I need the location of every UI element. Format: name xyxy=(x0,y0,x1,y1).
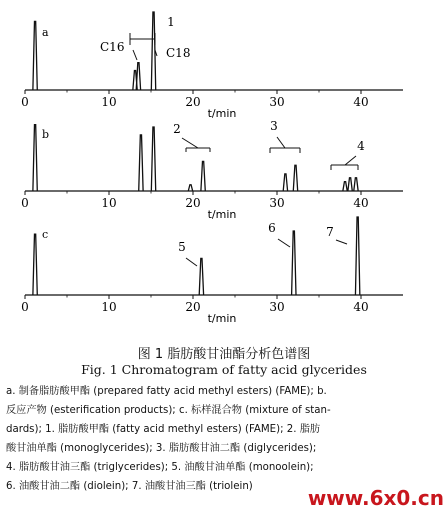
panel-label: a xyxy=(42,26,49,39)
figure-legend xyxy=(6,382,444,496)
chromatogram-peak xyxy=(292,231,296,295)
chromatogram-peak xyxy=(199,258,203,295)
annotation-bracket xyxy=(278,239,290,247)
chromatogram-peak xyxy=(33,21,37,90)
annotation-bracket xyxy=(331,156,358,170)
caption-chinese: 图 1 脂肪酸甘油酯分析色谱图 xyxy=(137,347,311,362)
peak-annotation: 1 xyxy=(167,15,175,29)
panel-label: c xyxy=(42,228,49,241)
annotation-bracket xyxy=(133,50,137,60)
peak-annotation: 3 xyxy=(270,119,278,133)
peak-annotation: C18 xyxy=(166,46,191,60)
x-tick-label: 30 xyxy=(269,95,285,109)
x-tick-label: 30 xyxy=(269,196,285,210)
chromatogram-panel-b xyxy=(21,119,403,221)
chromatogram-peak xyxy=(201,161,205,191)
legend-line: 4. 脂肪酸甘油三酯 (triglycerides); 5. 油酸甘油单酯 (monoolein); xyxy=(6,462,314,473)
annotation-bracket xyxy=(130,33,155,45)
watermark: www.6x0.cn xyxy=(307,486,444,510)
x-tick-label: 20 xyxy=(185,95,201,109)
chromatogram-peak xyxy=(354,178,358,191)
x-axis-label: t/min xyxy=(207,107,237,120)
chromatogram-peak xyxy=(343,182,347,191)
x-tick-label: 40 xyxy=(353,95,369,109)
x-tick-label: 10 xyxy=(101,300,117,314)
x-tick-label: 0 xyxy=(21,196,29,210)
legend-line: a. 制备脂肪酸甲酯 (prepared fatty acid methyl esters) (FAME); b. xyxy=(6,386,327,397)
x-tick-label: 10 xyxy=(101,196,117,210)
chromatogram-peak xyxy=(151,127,155,191)
panel-label: b xyxy=(42,128,50,141)
chromatogram-panel-a xyxy=(21,12,403,120)
chromatogram-peak xyxy=(283,174,287,191)
peak-annotation: 4 xyxy=(357,139,365,153)
annotation-bracket xyxy=(186,258,197,266)
x-axis-label: t/min xyxy=(207,208,237,221)
legend-line: 反应产物 (esterification products); c. 标样混合物 (mixture of stan- xyxy=(6,405,331,416)
legend-line: dards); 1. 脂肪酸甲酯 (fatty acid methyl esters) (FAME); 2. 脂肪 xyxy=(6,424,321,435)
chromatogram-peak xyxy=(355,217,359,295)
annotation-bracket xyxy=(270,137,300,153)
chromatogram-peak xyxy=(348,178,352,191)
chromatogram-peak xyxy=(188,185,192,191)
chromatogram-peak xyxy=(136,63,140,90)
peak-annotation: 2 xyxy=(173,122,181,136)
peak-annotation: 5 xyxy=(178,240,186,254)
chromatogram-peak xyxy=(33,125,37,191)
x-tick-label: 0 xyxy=(21,300,29,314)
x-tick-label: 30 xyxy=(269,300,285,314)
chromatogram-peak xyxy=(139,135,143,191)
annotation-bracket xyxy=(336,240,347,244)
x-tick-label: 0 xyxy=(21,95,29,109)
x-tick-label: 40 xyxy=(353,300,369,314)
peak-annotation: 6 xyxy=(268,221,276,235)
legend-line: 6. 油酸甘油二酯 (diolein); 7. 油酸甘油三酯 (triolein) xyxy=(6,481,253,492)
x-tick-label: 20 xyxy=(185,196,201,210)
chromatogram-peak xyxy=(293,165,297,191)
legend-line: 酸甘油单酯 (monoglycerides); 3. 脂肪酸甘油二酯 (diglycerides); xyxy=(6,443,317,454)
chromatogram-panel-c xyxy=(21,217,403,325)
peak-annotation: C16 xyxy=(100,40,125,54)
chromatogram-peak xyxy=(33,234,37,295)
x-tick-label: 40 xyxy=(353,196,369,210)
caption-english: Fig. 1 Chromatogram of fatty acid glycerides xyxy=(81,362,367,377)
peak-annotation: 7 xyxy=(326,225,334,239)
x-tick-label: 20 xyxy=(185,300,201,314)
x-axis-label: t/min xyxy=(207,312,237,325)
x-tick-label: 10 xyxy=(101,95,117,109)
annotation-bracket xyxy=(182,138,210,152)
